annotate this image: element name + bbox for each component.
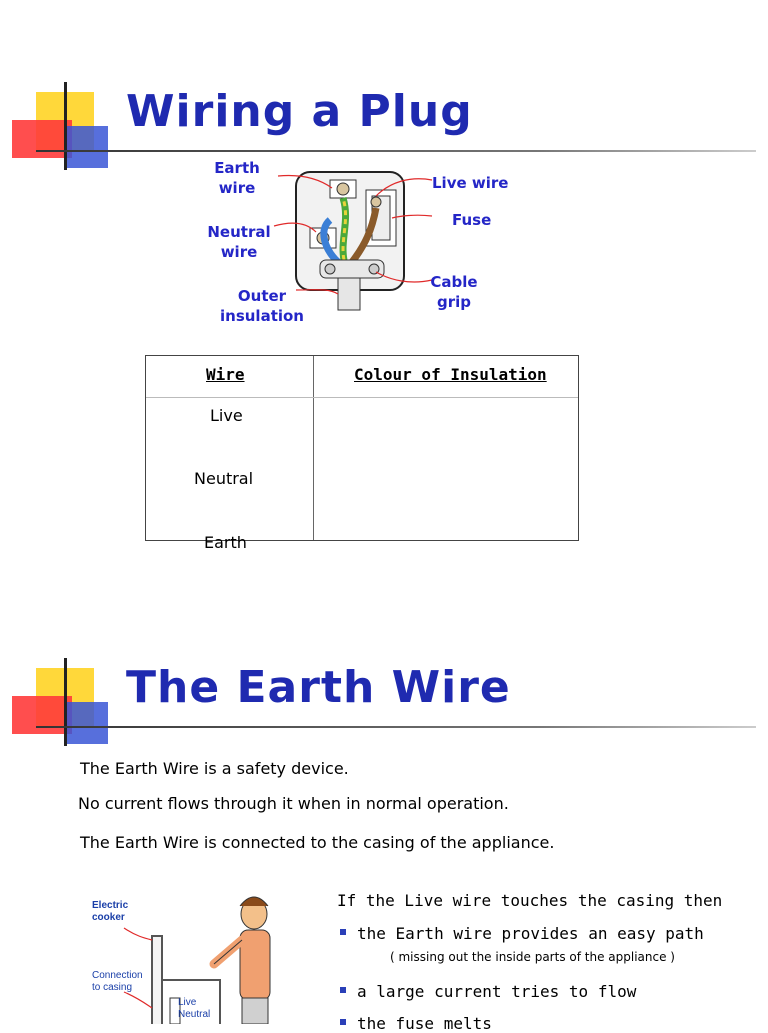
label-neutral: Neutral (178, 1009, 211, 1020)
page-title: Wiring a Plug (126, 86, 473, 137)
bullet-easy-path: the Earth wire provides an easy path (357, 924, 704, 943)
deco-vertical-line (64, 82, 67, 170)
plug-diagram (200, 150, 530, 340)
label-live: Live (178, 997, 197, 1008)
bullet-marker (340, 987, 346, 993)
label-neutral-wire: Neutral wire (207, 223, 271, 261)
paragraph-1: The Earth Wire is a safety device. (80, 759, 349, 778)
wire-colour-table (145, 355, 579, 552)
deco-blue-square (66, 702, 108, 744)
label-fuse: Fuse (452, 211, 492, 229)
label-connection-to-casing: Connection to casing (92, 970, 143, 993)
table-row-earth: Earth (204, 533, 247, 552)
bullet-marker (340, 1019, 346, 1025)
table-header-colour: Colour of Insulation (354, 365, 547, 384)
label-live-wire: Live wire (432, 174, 509, 192)
bullet-large-current: a large current tries to flow (357, 982, 637, 1001)
title-underline (36, 726, 756, 728)
table-header-line (146, 397, 578, 398)
table-row-live: Live (210, 406, 243, 425)
deco-red-square (12, 120, 72, 158)
page-title: The Earth Wire (126, 662, 511, 713)
label-electric-cooker: Electric cooker (92, 900, 129, 923)
table-divider (313, 356, 314, 540)
note-missing-inside-parts: ( missing out the inside parts of the appliance ) (390, 950, 675, 964)
paragraph-3: The Earth Wire is connected to the casing of the appliance. (80, 833, 555, 852)
bullet-marker (340, 929, 346, 935)
bullet-fuse-melts: the fuse melts (357, 1014, 492, 1033)
cooker-figure (80, 880, 330, 1024)
deco-blue-square (66, 126, 108, 168)
deco-vertical-line (64, 658, 67, 746)
table-header-wire: Wire (206, 365, 245, 384)
label-earth-wire: Earth wire (214, 159, 260, 197)
label-outer-insulation: Outer insulation (220, 287, 304, 325)
paragraph-2: No current flows through it when in normal operation. (78, 794, 509, 813)
deco-red-square (12, 696, 72, 734)
earth-intro-text: If the Live wire touches the casing then (337, 891, 723, 910)
label-cable-grip: Cable grip (430, 273, 478, 311)
table-row-neutral: Neutral (194, 469, 254, 488)
